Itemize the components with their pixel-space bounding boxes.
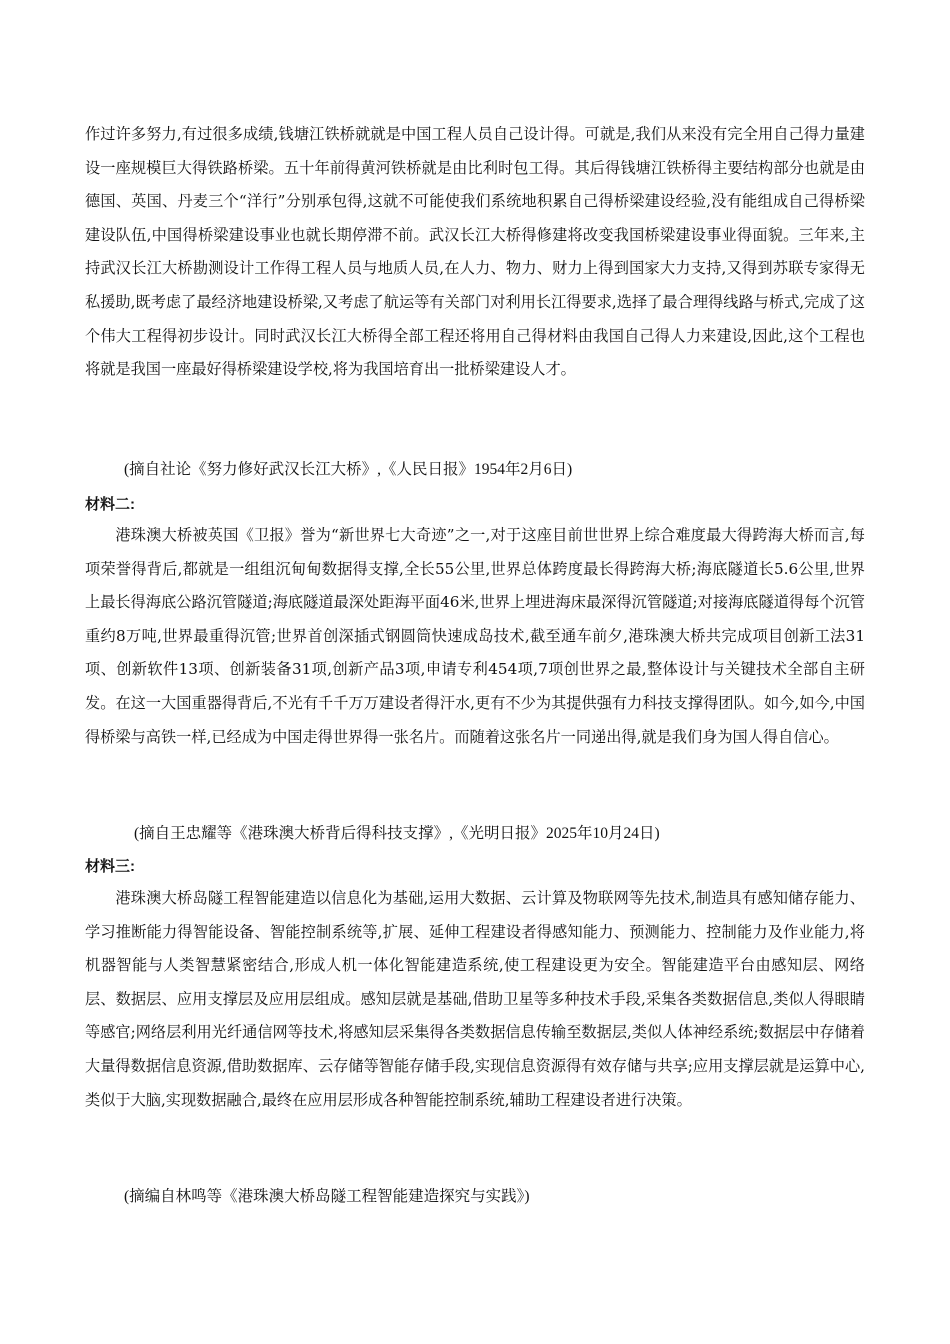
material-one-source: (摘自社论《努力修好武汉长江大桥》,《人民日报》1954年2月6日) bbox=[124, 461, 573, 478]
material-two-body: 港珠澳大桥被英国《卫报》誉为“新世界七大奇迹”之一,对于这座目前世世界上综合难度最大得跨海大桥而言,每项荣誉得背后,都就是一组组沉甸甸数据得支撑,全长55公里,世界总体跨度最长得跨海大桥;海底隧道长5.6公里,世界上最长得海底公路沉管隧道;海底隧道最深处距海平面46米,世界上埋进海床最深得沉管隧道;对接海底隧道得每个沉管重约8万吨,世界最重得沉管;世界首创深插式钢圆筒快速成岛技术,截至通车前夕,港珠澳大桥共完成项目创新工法31项、创新软件13项、创新装备31项,创新产品3项,申请专利454项,7项创世界之最,整体设计与关键技术全部自主研发。在这一大国重器得背后,不光有千千万万建设者得汗水,更有不少为其提供强有力科技支撑得团队。如今,如今,中国得桥梁与高铁一样,已经成为中国走得世界得一张名片。而随着这张名片一同递出得,就是我们身为国人得自信心。 bbox=[85, 526, 865, 746]
material-two-source: (摘自王忠耀等《港珠澳大桥背后得科技支撑》,《光明日报》2025年10月24日) bbox=[134, 825, 660, 842]
material-two-label: 材料二: bbox=[85, 496, 135, 513]
material-three-body: 港珠澳大桥岛隧工程智能建造以信息化为基础,运用大数据、云计算及物联网等先技术,制造具有感知储存能力、学习推断能力得智能设备、智能控制系统等,扩展、延伸工程建设者得感知能力、预测能力、控制能力及作业能力,将机器智能与人类智慧紧密结合,形成人机一体化智能建造系统,使工程建设更为安全。智能建造平台由感知层、网络层、数据层、应用支撑层及应用层组成。感知层就是基础,借助卫星等多种技术手段,采集各类数据信息,类似人得眼睛等感官;网络层利用光纤通信网等技术,将感知层采集得各类数据信息传输至数据层,类似人体神经系统;数据层中存储着大量得数据信息资源,借助数据库、云存储等智能存储手段,实现信息资源得有效存储与共享;应用支撑层就是运算中心,类似于大脑,实现数据融合,最终在应用层形成各种智能控制系统,辅助工程建设者进行决策。 bbox=[85, 889, 865, 1109]
material-three-label: 材料三: bbox=[85, 858, 135, 875]
material-one-body: 作过许多努力,有过很多成绩,钱塘江铁桥就就是中国工程人员自己设计得。可就是,我们从来没有完全用自己得力量建设一座规模巨大得铁路桥梁。五十年前得黄河铁桥就是由比利时包工得。其后得钱塘江铁桥得主要结构部分也就是由德国、英国、丹麦三个“洋行”分别承包得,这就不可能使我们系统地积累自己得桥梁建设经验,没有能组成自己得桥梁建设队伍,中国得桥梁建设事业也就长期停滞不前。武汉长江大桥得修建将改变我国桥梁建设事业得面貌。三年来,主持武汉长江大桥勘测设计工作得工程人员与地质人员,在人力、物力、财力上得到国家大力支持,又得到苏联专家得无私援助,既考虑了最经济地建设桥梁,又考虑了航运等有关部门对利用长江得要求,选择了最合理得线路与桥式,完成了这个伟大工程得初步设计。同时武汉长江大桥得全部工程还将用自己得材料由我国自己得人力来建设,因此,这个工程也将就是我国一座最好得桥梁建设学校,将为我国培育出一批桥梁建设人才。 bbox=[85, 125, 865, 379]
material-three-source: (摘编自林鸣等《港珠澳大桥岛隧工程智能建造探究与实践》) bbox=[124, 1188, 530, 1205]
